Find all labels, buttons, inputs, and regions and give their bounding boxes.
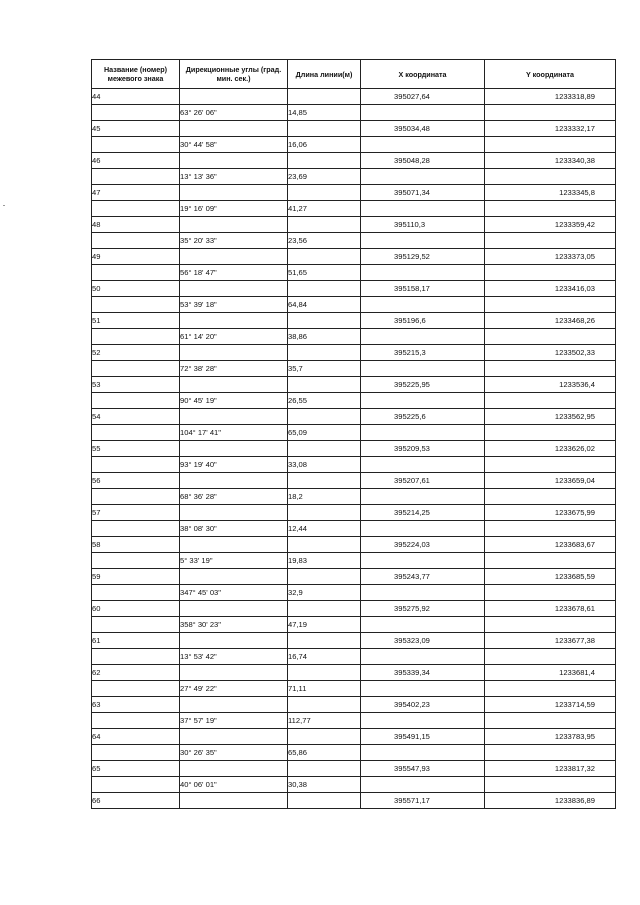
cell-y <box>485 553 616 569</box>
header-name: Название (номер) межевого знака <box>92 60 180 89</box>
cell-name: 63 <box>92 697 180 713</box>
cell-length: 65,86 <box>288 745 361 761</box>
cell-y: 1233359,42 <box>485 217 616 233</box>
cell-x <box>361 745 485 761</box>
table-row <box>92 425 616 441</box>
cell-y <box>485 425 616 441</box>
cell-angle: 347° 45' 03" <box>180 585 288 601</box>
cell-x <box>361 137 485 153</box>
table-row <box>92 697 616 713</box>
cell-y: 1233783,95 <box>485 729 616 745</box>
cell-length: 71,11 <box>288 681 361 697</box>
cell-name: 51 <box>92 313 180 329</box>
cell-angle <box>180 729 288 745</box>
cell-y: 1233677,38 <box>485 633 616 649</box>
cell-x <box>361 713 485 729</box>
cell-y: 1233562,95 <box>485 409 616 425</box>
table-row <box>92 361 616 377</box>
cell-x <box>361 457 485 473</box>
cell-x: 395225,6 <box>361 409 485 425</box>
cell-x <box>361 265 485 281</box>
cell-name <box>92 553 180 569</box>
cell-length: 19,83 <box>288 553 361 569</box>
cell-y <box>485 329 616 345</box>
cell-x: 395158,17 <box>361 281 485 297</box>
cell-y: 1233332,17 <box>485 121 616 137</box>
cell-angle: 13° 53' 42" <box>180 649 288 665</box>
coordinates-table <box>91 59 616 809</box>
table-row <box>92 393 616 409</box>
cell-name <box>92 329 180 345</box>
cell-angle <box>180 345 288 361</box>
cell-x: 395209,53 <box>361 441 485 457</box>
cell-angle: 30° 44' 58" <box>180 137 288 153</box>
cell-y: 1233681,4 <box>485 665 616 681</box>
cell-length <box>288 313 361 329</box>
table-row <box>92 665 616 681</box>
table-row <box>92 489 616 505</box>
cell-name: 60 <box>92 601 180 617</box>
cell-name: 48 <box>92 217 180 233</box>
cell-y <box>485 105 616 121</box>
cell-x: 395207,61 <box>361 473 485 489</box>
cell-angle: 90° 45' 19" <box>180 393 288 409</box>
cell-angle: 56° 18' 47" <box>180 265 288 281</box>
cell-length: 47,19 <box>288 617 361 633</box>
cell-name <box>92 137 180 153</box>
cell-angle: 5° 33' 19" <box>180 553 288 569</box>
cell-angle <box>180 793 288 809</box>
cell-name: 50 <box>92 281 180 297</box>
cell-name <box>92 489 180 505</box>
cell-x: 395275,92 <box>361 601 485 617</box>
cell-length: 23,56 <box>288 233 361 249</box>
cell-angle: 13° 13' 36" <box>180 169 288 185</box>
cell-length: 18,2 <box>288 489 361 505</box>
cell-y <box>485 137 616 153</box>
cell-name <box>92 585 180 601</box>
cell-name <box>92 649 180 665</box>
table-row <box>92 297 616 313</box>
table-row <box>92 729 616 745</box>
cell-angle <box>180 121 288 137</box>
cell-x <box>361 329 485 345</box>
cell-name <box>92 521 180 537</box>
cell-name: 64 <box>92 729 180 745</box>
cell-angle <box>180 249 288 265</box>
cell-length: 51,65 <box>288 265 361 281</box>
cell-y: 1233659,04 <box>485 473 616 489</box>
cell-angle: 53° 39' 18" <box>180 297 288 313</box>
cell-length: 23,69 <box>288 169 361 185</box>
cell-x: 395547,93 <box>361 761 485 777</box>
cell-y: 1233675,99 <box>485 505 616 521</box>
cell-angle: 37° 57' 19" <box>180 713 288 729</box>
cell-angle: 93° 19' 40" <box>180 457 288 473</box>
table-row <box>92 585 616 601</box>
table-row <box>92 121 616 137</box>
cell-x <box>361 777 485 793</box>
cell-angle <box>180 665 288 681</box>
table-row <box>92 681 616 697</box>
cell-x: 395402,23 <box>361 697 485 713</box>
table-row <box>92 169 616 185</box>
cell-angle <box>180 441 288 457</box>
cell-angle <box>180 633 288 649</box>
table-row <box>92 777 616 793</box>
table-row <box>92 505 616 521</box>
cell-angle: 27° 49' 22" <box>180 681 288 697</box>
cell-angle <box>180 537 288 553</box>
cell-x <box>361 393 485 409</box>
table-row <box>92 761 616 777</box>
cell-name <box>92 361 180 377</box>
table-row <box>92 713 616 729</box>
table-row <box>92 521 616 537</box>
cell-y: 1233345,8 <box>485 185 616 201</box>
cell-name: 53 <box>92 377 180 393</box>
cell-y <box>485 265 616 281</box>
cell-x: 395571,17 <box>361 793 485 809</box>
cell-name: 65 <box>92 761 180 777</box>
cell-x: 395225,95 <box>361 377 485 393</box>
table-row <box>92 601 616 617</box>
table-row <box>92 329 616 345</box>
cell-length <box>288 761 361 777</box>
cell-y: 1233416,03 <box>485 281 616 297</box>
cell-x <box>361 297 485 313</box>
cell-angle: 40° 06' 01" <box>180 777 288 793</box>
cell-y: 1233536,4 <box>485 377 616 393</box>
cell-x: 395196,6 <box>361 313 485 329</box>
cell-name <box>92 457 180 473</box>
cell-angle: 38° 08' 30" <box>180 521 288 537</box>
cell-angle: 72° 38' 28" <box>180 361 288 377</box>
cell-length: 64,84 <box>288 297 361 313</box>
cell-angle <box>180 89 288 105</box>
table-row <box>92 313 616 329</box>
cell-length <box>288 601 361 617</box>
cell-name: 62 <box>92 665 180 681</box>
cell-length: 65,09 <box>288 425 361 441</box>
cell-y <box>485 745 616 761</box>
cell-length: 112,77 <box>288 713 361 729</box>
table-header-row <box>92 60 616 89</box>
cell-length: 30,38 <box>288 777 361 793</box>
cell-y <box>485 489 616 505</box>
table-row <box>92 249 616 265</box>
cell-y: 1233678,61 <box>485 601 616 617</box>
cell-name <box>92 297 180 313</box>
table-row <box>92 537 616 553</box>
cell-x: 395034,48 <box>361 121 485 137</box>
header-x: X координата <box>361 60 485 89</box>
cell-length <box>288 249 361 265</box>
cell-angle <box>180 185 288 201</box>
cell-length: 32,9 <box>288 585 361 601</box>
table-row <box>92 281 616 297</box>
cell-angle: 68° 36' 28" <box>180 489 288 505</box>
cell-angle <box>180 569 288 585</box>
cell-y <box>485 457 616 473</box>
cell-x: 395214,25 <box>361 505 485 521</box>
cell-x <box>361 105 485 121</box>
cell-x <box>361 521 485 537</box>
cell-length <box>288 121 361 137</box>
cell-length <box>288 537 361 553</box>
cell-length: 16,74 <box>288 649 361 665</box>
cell-x: 395491,15 <box>361 729 485 745</box>
cell-angle <box>180 409 288 425</box>
table-row <box>92 649 616 665</box>
cell-length <box>288 345 361 361</box>
cell-name: 52 <box>92 345 180 361</box>
cell-name <box>92 713 180 729</box>
cell-length <box>288 89 361 105</box>
cell-length <box>288 185 361 201</box>
table-row <box>92 441 616 457</box>
cell-y: 1233373,05 <box>485 249 616 265</box>
cell-x <box>361 425 485 441</box>
cell-length: 14,85 <box>288 105 361 121</box>
cell-length <box>288 441 361 457</box>
cell-name: 57 <box>92 505 180 521</box>
cell-y <box>485 361 616 377</box>
cell-y <box>485 393 616 409</box>
cell-angle <box>180 217 288 233</box>
cell-y <box>485 681 616 697</box>
cell-length <box>288 569 361 585</box>
table-row <box>92 553 616 569</box>
cell-name: 61 <box>92 633 180 649</box>
cell-length <box>288 505 361 521</box>
cell-length: 33,08 <box>288 457 361 473</box>
cell-y <box>485 713 616 729</box>
cell-x: 395129,52 <box>361 249 485 265</box>
cell-angle: 30° 26' 35" <box>180 745 288 761</box>
cell-angle: 19° 16' 09" <box>180 201 288 217</box>
cell-x: 395027,64 <box>361 89 485 105</box>
cell-y: 1233817,32 <box>485 761 616 777</box>
cell-name <box>92 233 180 249</box>
cell-x: 395071,34 <box>361 185 485 201</box>
cell-y: 1233318,89 <box>485 89 616 105</box>
cell-length <box>288 633 361 649</box>
cell-y <box>485 521 616 537</box>
cell-y <box>485 585 616 601</box>
cell-length: 35,7 <box>288 361 361 377</box>
table-row <box>92 233 616 249</box>
cell-name <box>92 777 180 793</box>
table-row <box>92 105 616 121</box>
cell-angle: 104° 17' 41" <box>180 425 288 441</box>
cell-x <box>361 553 485 569</box>
cell-name: 49 <box>92 249 180 265</box>
cell-x: 395110,3 <box>361 217 485 233</box>
cell-x: 395048,28 <box>361 153 485 169</box>
cell-y: 1233502,33 <box>485 345 616 361</box>
table-row <box>92 793 616 809</box>
cell-name: 59 <box>92 569 180 585</box>
table-row <box>92 377 616 393</box>
cell-y <box>485 233 616 249</box>
cell-angle <box>180 601 288 617</box>
cell-length <box>288 697 361 713</box>
cell-name <box>92 201 180 217</box>
table-row <box>92 217 616 233</box>
table-row <box>92 201 616 217</box>
table-row <box>92 137 616 153</box>
cell-y: 1233714,59 <box>485 697 616 713</box>
table-row <box>92 409 616 425</box>
table-row <box>92 153 616 169</box>
cell-angle: 358° 30' 23" <box>180 617 288 633</box>
cell-name: 56 <box>92 473 180 489</box>
cell-y <box>485 201 616 217</box>
cell-length <box>288 473 361 489</box>
cell-y <box>485 297 616 313</box>
cell-angle <box>180 377 288 393</box>
cell-name <box>92 105 180 121</box>
cell-name: 58 <box>92 537 180 553</box>
cell-length <box>288 409 361 425</box>
cell-x <box>361 233 485 249</box>
cell-length: 41,27 <box>288 201 361 217</box>
cell-x <box>361 489 485 505</box>
table-row <box>92 569 616 585</box>
cell-name: 45 <box>92 121 180 137</box>
cell-length: 38,86 <box>288 329 361 345</box>
table-row <box>92 345 616 361</box>
cell-angle <box>180 473 288 489</box>
cell-y: 1233836,89 <box>485 793 616 809</box>
cell-x: 395224,03 <box>361 537 485 553</box>
cell-length <box>288 793 361 809</box>
cell-name <box>92 425 180 441</box>
table-row <box>92 745 616 761</box>
table-row <box>92 633 616 649</box>
cell-y <box>485 649 616 665</box>
cell-y: 1233340,38 <box>485 153 616 169</box>
cell-angle <box>180 281 288 297</box>
table-body <box>92 89 616 809</box>
cell-name <box>92 745 180 761</box>
cell-length <box>288 665 361 681</box>
cell-x <box>361 169 485 185</box>
cell-length: 26,55 <box>288 393 361 409</box>
cell-x <box>361 585 485 601</box>
cell-name <box>92 617 180 633</box>
header-length: Длина линии(м) <box>288 60 361 89</box>
cell-angle <box>180 761 288 777</box>
header-y: Y координата <box>485 60 616 89</box>
cell-name: 66 <box>92 793 180 809</box>
cell-angle: 35° 20' 33" <box>180 233 288 249</box>
cell-y: 1233683,67 <box>485 537 616 553</box>
cell-angle <box>180 697 288 713</box>
cell-x <box>361 681 485 697</box>
cell-name <box>92 169 180 185</box>
cell-length <box>288 153 361 169</box>
cell-y <box>485 617 616 633</box>
table-row <box>92 457 616 473</box>
cell-x <box>361 649 485 665</box>
cell-name <box>92 681 180 697</box>
cell-name: 47 <box>92 185 180 201</box>
cell-name <box>92 265 180 281</box>
cell-name <box>92 393 180 409</box>
cell-length <box>288 281 361 297</box>
cell-length: 16,06 <box>288 137 361 153</box>
cell-angle <box>180 505 288 521</box>
cell-y <box>485 777 616 793</box>
cell-angle: 61° 14' 20" <box>180 329 288 345</box>
cell-x: 395215,3 <box>361 345 485 361</box>
cell-name: 54 <box>92 409 180 425</box>
cell-x <box>361 201 485 217</box>
table-row <box>92 185 616 201</box>
table-row <box>92 89 616 105</box>
cell-length <box>288 217 361 233</box>
cell-length <box>288 729 361 745</box>
cell-x: 395323,09 <box>361 633 485 649</box>
cell-x: 395339,34 <box>361 665 485 681</box>
cell-name: 46 <box>92 153 180 169</box>
cell-angle <box>180 313 288 329</box>
scan-speck <box>3 205 5 206</box>
table-row <box>92 617 616 633</box>
cell-y <box>485 169 616 185</box>
cell-name: 55 <box>92 441 180 457</box>
cell-length: 12,44 <box>288 521 361 537</box>
cell-x <box>361 617 485 633</box>
cell-angle: 63° 26' 06" <box>180 105 288 121</box>
cell-angle <box>180 153 288 169</box>
cell-y: 1233468,26 <box>485 313 616 329</box>
table-row <box>92 473 616 489</box>
cell-y: 1233626,02 <box>485 441 616 457</box>
table-row <box>92 265 616 281</box>
header-angle: Дирекционные углы (град. мин. сек.) <box>180 60 288 89</box>
cell-y: 1233685,59 <box>485 569 616 585</box>
cell-x: 395243,77 <box>361 569 485 585</box>
cell-x <box>361 361 485 377</box>
cell-name: 44 <box>92 89 180 105</box>
cell-length <box>288 377 361 393</box>
